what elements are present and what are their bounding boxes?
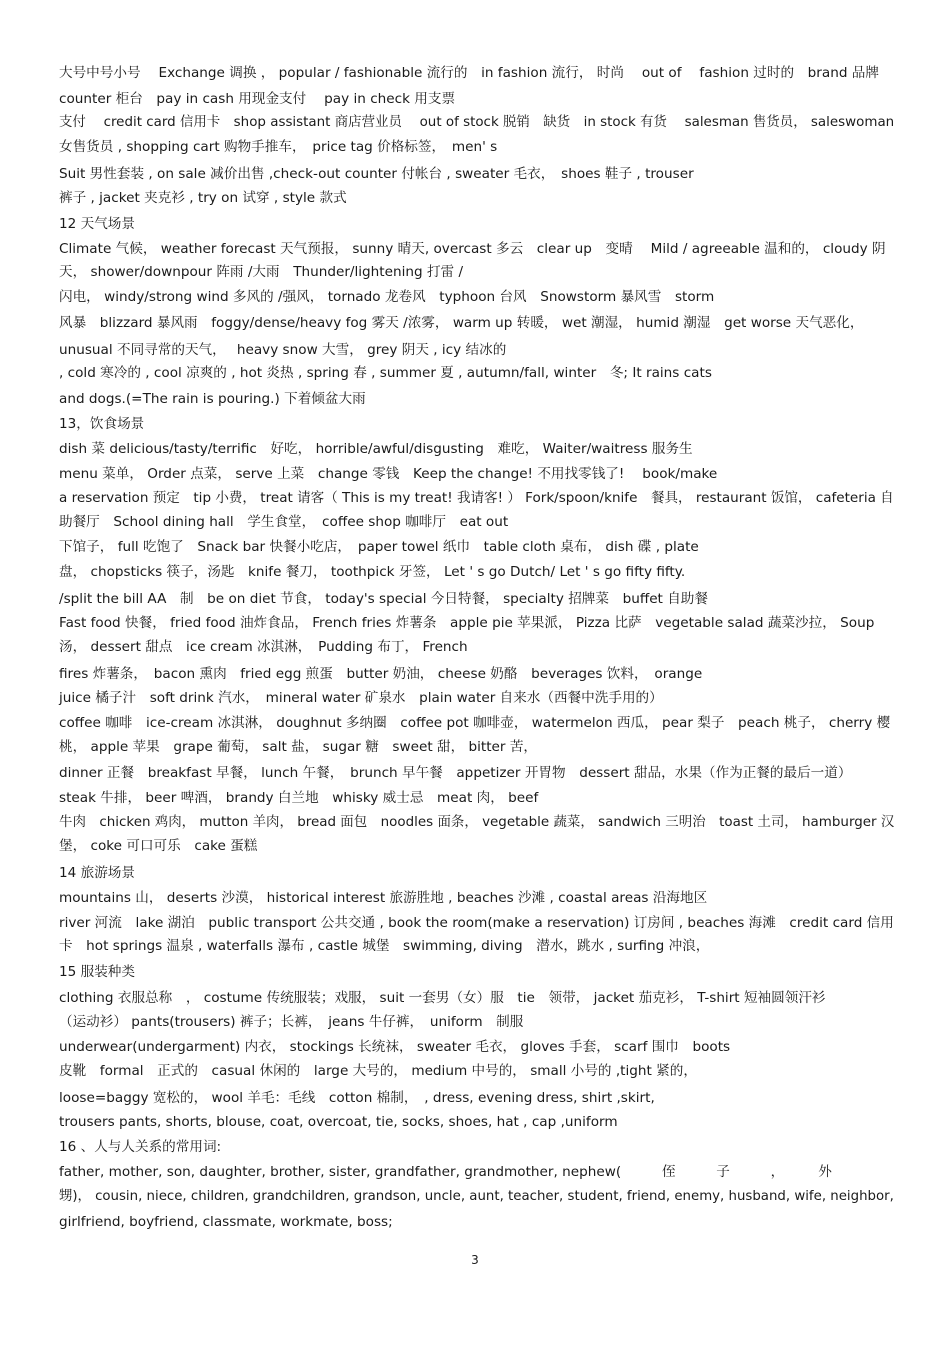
text-line: 甥)， cousin, niece, children, grandchildren, grandson, uncle, aunt, teacher, student, friend, enemy, husband, wife, neighbor,: [59, 1188, 894, 1204]
text-line: 皮靴 formal 正式的 casual 休闲的 large 大号的， medium 中号的， small 小号的 ,tight 紧的，: [59, 1063, 697, 1079]
text-line: Suit 男性套装 , on sale 减价出售 ,check-out counter 付帐台 , sweater 毛衣， shoes 鞋子 , trouser: [59, 166, 694, 182]
text-line: and dogs.(=The rain is pouring.) 下着倾盆大雨: [59, 391, 366, 407]
section-heading: 14 旅游场景: [59, 865, 135, 881]
section-heading: 16 、人与人关系的常用词:: [59, 1139, 222, 1155]
text-line: 卡 hot springs 温泉 , waterfalls 瀑布 , castle 城堡 swimming, diving 潜水，跳水 , surfing 冲浪，: [59, 938, 710, 954]
text-line: （运动衫） pants(trousers) 裤子；长裤， jeans 牛仔裤， uniform 制服: [59, 1014, 524, 1030]
text-line: 支付 credit card 信用卡 shop assistant 商店营业员 out of stock 脱销 缺货 in stock 有货 salesman 售货员， saleswoman: [59, 114, 895, 130]
text-line: /split the bill AA 制 be on diet 节食， today's special 今日特餐， specialty 招牌菜 buffet 自助餐: [59, 591, 708, 607]
text-line: coffee 咖啡 ice-cream 冰淇淋， doughnut 多纳圈 coffee pot 咖啡壶， watermelon 西瓜， pear 梨子 peach 桃子， cherry 樱: [59, 715, 891, 731]
text-line: trousers pants, shorts, blouse, coat, overcoat, tie, socks, shoes, hat , cap ,uniform: [59, 1114, 618, 1130]
text-line: unusual 不同寻常的天气， heavy snow 大雪， grey 阴天 , icy 结冰的: [59, 342, 507, 358]
text-line: 天， shower/downpour 阵雨 /大雨 Thunder/lightening 打雷 /: [59, 264, 464, 280]
text-line: mountains 山， deserts 沙漠， historical interest 旅游胜地 , beaches 沙滩 , coastal areas 沿海地区: [59, 890, 708, 906]
text-line: 闪电， windy/strong wind 多风的 /强风， tornado 龙卷风 typhoon 台风 Snowstorm 暴风雪 storm: [59, 289, 715, 305]
text-line: 汤， dessert 甜点 ice cream 冰淇淋， Pudding 布丁， French: [59, 639, 468, 655]
text-line: dinner 正餐 breakfast 早餐， lunch 午餐， brunch 早午餐 appetizer 开胃物 dessert 甜品，水果（作为正餐的最后一道）: [59, 765, 852, 781]
text-line: menu 菜单， Order 点菜， serve 上菜 change 零钱 Keep the change! 不用找零钱了! book/make: [59, 466, 718, 482]
text-line: father, mother, son, daughter, brother, sister, grandfather, grandmother, nephew( 侄 子 ， 外: [59, 1164, 832, 1180]
text-line: 牛肉 chicken 鸡肉， mutton 羊肉， bread 面包 noodles 面条， vegetable 蔬菜， sandwich 三明治 toast 土司， hamburger 汉: [59, 814, 895, 830]
text-line: fires 炸薯条， bacon 熏肉 fried egg 煎蛋 butter 奶油， cheese 奶酪 beverages 饮料， orange: [59, 666, 703, 682]
text-line: , cold 寒冷的 , cool 凉爽的 , hot 炎热 , spring 春 , summer 夏 , autumn/fall, winter 冬; It rains cats: [59, 365, 712, 381]
text-line: 大号中号小号 Exchange 调换 ， popular / fashionable 流行的 in fashion 流行， 时尚 out of fashion 过时的 brand 品牌: [59, 65, 879, 81]
text-line: Fast food 快餐， fried food 油炸食品， French fries 炸薯条 apple pie 苹果派， Pizza 比萨 vegetable salad 蔬菜沙拉， Soup: [59, 615, 875, 631]
text-line: river 河流 lake 湖泊 public transport 公共交通 , book the room(make a reservation) 订房间 , beaches 海滩 credit card 信用: [59, 915, 894, 931]
text-line: 堡， coke 可口可乐 cake 蛋糕: [59, 838, 258, 854]
text-line: 下馆子， full 吃饱了 Snack bar 快餐小吃店， paper towel 纸巾 table cloth 桌布， dish 碟 , plate: [59, 539, 699, 555]
section-heading: 13，饮食场景: [59, 416, 145, 432]
text-line: steak 牛排， beer 啤酒， brandy 白兰地 whisky 威士忌 meat 肉， beef: [59, 790, 539, 806]
text-line: girlfriend, boyfriend, classmate, workmate, boss;: [59, 1214, 393, 1230]
text-line: 桃， apple 苹果 grape 葡萄， salt 盐， sugar 糖 sweet 甜， bitter 苦，: [59, 739, 538, 755]
text-line: clothing 衣服总称 ， costume 传统服装；戏服， suit 一套男（女）服 tie 领带， jacket 茄克衫， T-shirt 短袖圆领汗衫: [59, 990, 826, 1006]
text-line: juice 橘子汁 soft drink 汽水， mineral water 矿泉水 plain water 自来水（西餐中洗手用的）: [59, 690, 663, 706]
section-heading: 15 服装种类: [59, 964, 135, 980]
text-line: Climate 气候， weather forecast 天气预报， sunny 晴天, overcast 多云 clear up 变晴 Mild / agreeable 温和的， cloudy 阴: [59, 241, 886, 257]
text-line: 裤子 , jacket 夹克衫 , try on 试穿 , style 款式: [59, 190, 347, 206]
text-line: 助餐厅 School dining hall 学生食堂， coffee shop 咖啡厅 eat out: [59, 514, 509, 530]
text-line: 风暴 blizzard 暴风雨 foggy/dense/heavy fog 雾天 /浓雾， warm up 转暖， wet 潮湿， humid 潮湿 get worse 天气恶化，: [59, 315, 864, 331]
text-line: 盘， chopsticks 筷子，汤匙 knife 餐刀， toothpick 牙签， Let ' s go Dutch/ Let ' s go fifty fifty.: [59, 564, 686, 580]
text-line: counter 柜台 pay in cash 用现金支付 pay in check 用支票: [59, 91, 456, 107]
text-line: underwear(undergarment) 内衣， stockings 长统袜， sweater 毛衣， gloves 手套， scarf 围巾 boots: [59, 1039, 731, 1055]
text-line: loose=baggy 宽松的， wool 羊毛：毛线 cotton 棉制， , dress, evening dress, shirt ,skirt,: [59, 1090, 655, 1106]
page-number: 3: [471, 1253, 479, 1267]
text-line: 女售货员 , shopping cart 购物手推车， price tag 价格标签， men' s: [59, 139, 498, 155]
text-line: a reservation 预定 tip 小费， treat 请客（ This is my treat! 我请客! ） Fork/spoon/knife 餐具， restaurant 饭馆， cafeteria 自: [59, 490, 894, 506]
text-line: dish 菜 delicious/tasty/terrific 好吃， horrible/awful/disgusting 难吃， Waiter/waitress 服务生: [59, 441, 693, 457]
section-heading: 12 天气场景: [59, 216, 135, 232]
